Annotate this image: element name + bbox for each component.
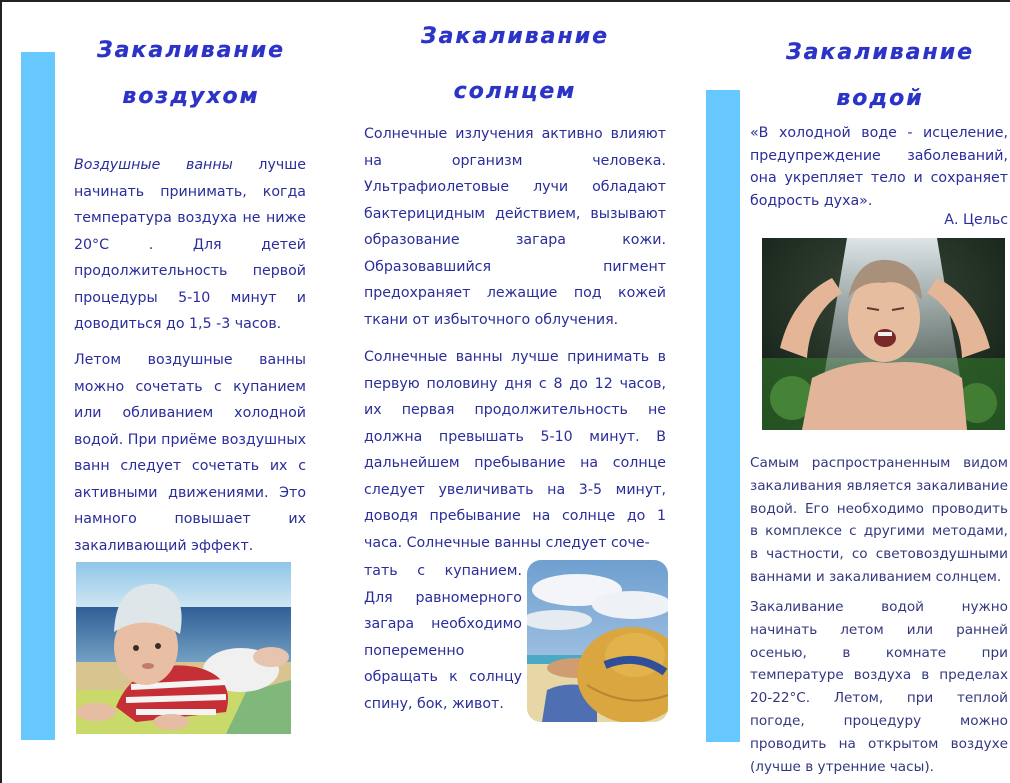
water-paragraph-1: Самым распространенным видом закаливания является закаливание водой. Его необходимо проводить в комплексе с другими методами, в частности, со световоздушными ваннами и закаливанием солнцем.	[750, 455, 1008, 585]
sun-paragraph-1: Солнечные излучения активно влияют на организм человека. Ультрафиолетовые лучи обладают бактерицидным действием, вызывают образование загара кожи. Образовавшийся пигмент предохраняет лежащие под кожей ткани от избыточного облучения.	[364, 126, 666, 328]
sun-title-line1: Закаливание	[420, 24, 610, 49]
accent-bar-right	[706, 90, 740, 742]
water-title-line2: водой	[836, 86, 924, 111]
air-paragraph-1-body: лучше начинать принимать, когда температура воздуха не ниже 20°С . Для детей продолжительность первой процедуры 5-10 минут и доводиться до 1,5 -3 часов.	[74, 157, 306, 332]
air-paragraph-1-lead: Воздушные ванны	[74, 157, 233, 173]
sun-paragraph-2: Солнечные ванны лучше принимать в первую половину дня с 8 до 12 часов, их первая продолжительность не должна превышать 5-10 минут. В дальнейшем пребывание на солнце следует увеличивать на 3-5 минут, доводя пребывание на солнце до 1 часа. Солнечные ванны следует соче-	[364, 349, 666, 551]
accent-bar-left	[21, 52, 55, 740]
water-title-line1: Закаливание	[785, 40, 975, 65]
page-border-left	[0, 0, 2, 783]
water-quote: «В холодной воде - исцеление, предупреждение заболеваний, она укрепляет тело и сохраняет бодрость духа».	[750, 125, 1008, 209]
water-quote-author: А. Цельс	[944, 212, 1008, 228]
air-title-line1: Закаливание	[96, 38, 286, 63]
water-paragraph-2: Закаливание водой нужно начинать летом или ранней осенью, в комнате при температуре воздуха в пределах 20-22°С. Летом, при теплой погоде, процедуру можно проводить на открытом воздухе (лучше в утренние часы).	[750, 599, 1008, 775]
water-shower-photo	[762, 238, 1005, 430]
air-title-line2: воздухом	[122, 84, 260, 109]
air-paragraph-2: Летом воздушные ванны можно сочетать с купанием или обливанием холодной водой. При приёме воздушных ванн следует сочетать их с активными движениями. Это намного повышает их закаливающий эффект.	[74, 352, 306, 554]
sun-title-line2: солнцем	[453, 79, 577, 104]
air-baby-photo	[76, 562, 291, 734]
page-border-top	[0, 0, 1010, 2]
air-paragraph-1	[74, 152, 306, 338]
sun-hat-photo	[527, 560, 668, 722]
sun-paragraph-2-continued: тать с купанием. Для равномерного загара необходимо попеременно обращать к солнцу спину, бок, живот.	[364, 563, 522, 712]
